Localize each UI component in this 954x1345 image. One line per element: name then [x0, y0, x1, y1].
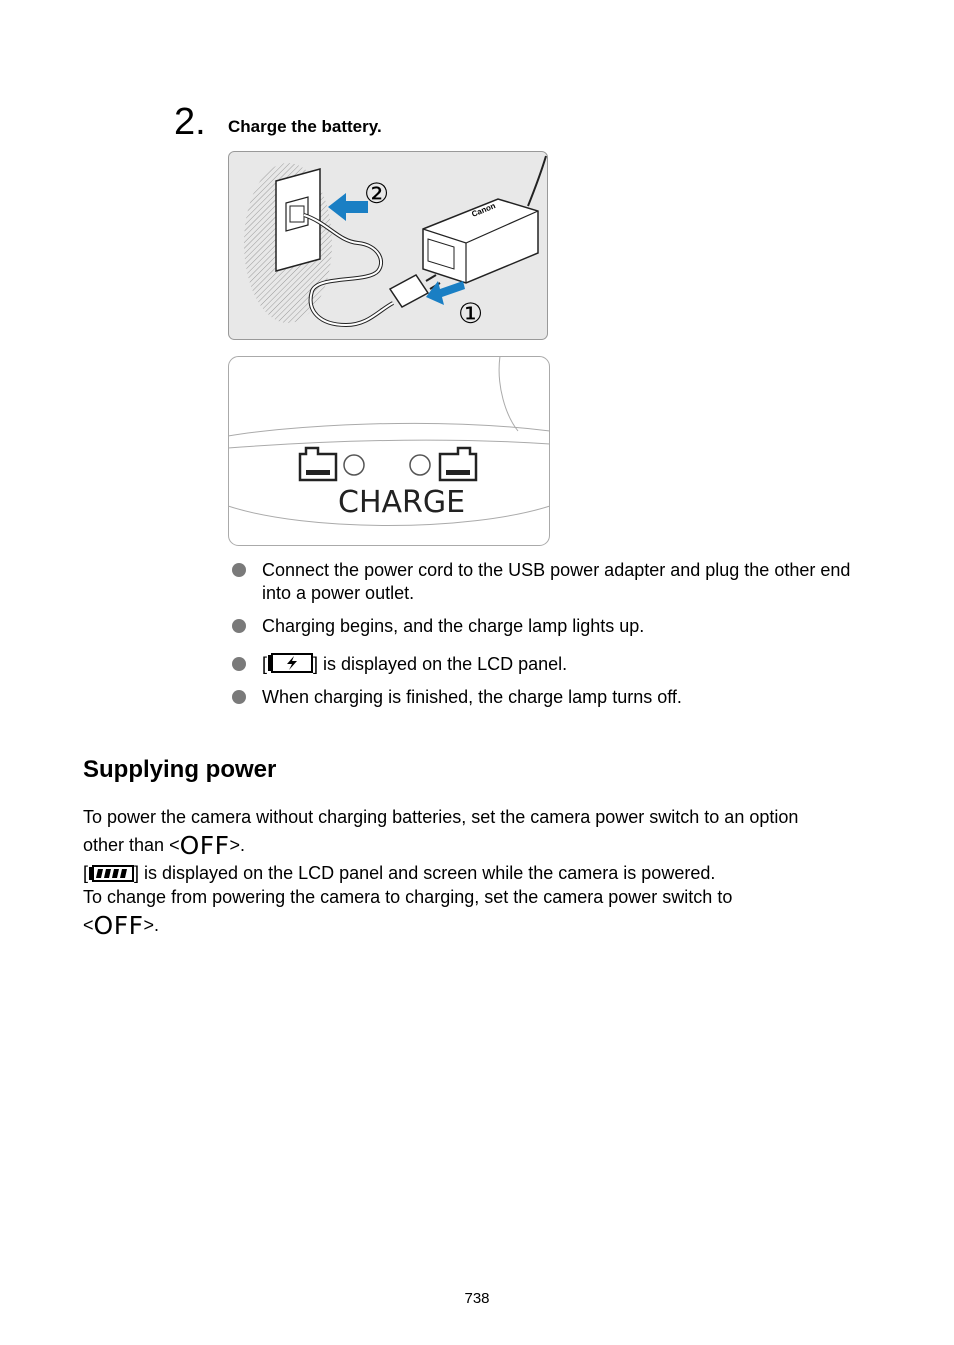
charge-lamp-icon — [344, 455, 364, 475]
list-item: [ ] is displayed on the LCD panel. — [228, 653, 868, 676]
callout-2: ② — [364, 177, 390, 210]
callout-1: ① — [458, 297, 484, 330]
bullet-icon — [232, 690, 246, 704]
battery-slot-icon — [440, 448, 476, 480]
off-switch-icon: OFF — [93, 911, 144, 940]
list-item: When charging is finished, the charge lamp turns off. — [228, 686, 868, 709]
paragraph: To power the camera without charging batteries, set the camera power switch to an option other than <OFF>. — [83, 807, 799, 860]
step-bullet-list — [228, 559, 868, 709]
battery-slot-icon — [300, 448, 336, 480]
charge-lamp-illustration — [228, 356, 550, 546]
charge-lamp-icon — [410, 455, 430, 475]
charge-label: CHARGE — [338, 485, 466, 520]
full-battery-icon — [88, 865, 134, 882]
brand-label: Canon — [470, 201, 497, 219]
bullet-icon — [232, 563, 246, 577]
charging-battery-icon — [267, 653, 313, 673]
section-title: Supplying power — [83, 756, 277, 783]
list-item: Connect the power cord to the USB power adapter and plug the other end into a power outlet. — [228, 559, 868, 605]
page-number: 738 — [464, 1290, 490, 1307]
step-title: Charge the battery. — [228, 117, 382, 136]
list-item: Charging begins, and the charge lamp lights up. — [228, 615, 868, 638]
paragraph: [ ] is displayed on the LCD panel and screen while the camera is powered. — [83, 863, 716, 883]
bullet-icon — [232, 619, 246, 633]
step-number: 2. — [174, 101, 206, 143]
charging-illustration — [228, 151, 548, 340]
paragraph: To change from powering the camera to charging, set the camera power switch to <OFF>. — [83, 887, 733, 940]
off-switch-icon: OFF — [179, 831, 230, 860]
bullet-icon — [232, 657, 246, 671]
